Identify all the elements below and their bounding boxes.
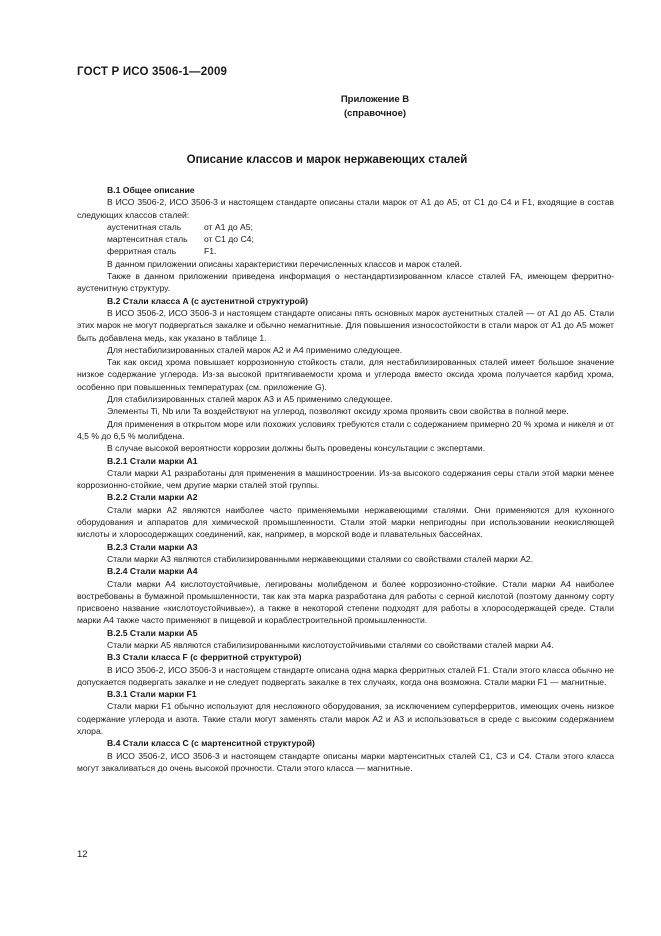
paragraph: Стали марки А4 кислотоустойчивые, легированы молибденом и более коррозионно-стойкие. Стали марки А4 наиболее востребованы в бумажной промышленности, так как эта марка разработана для работы с серной кислотой (поэтому данному сорту присвоено название «кислотоустойчивые»), а также в некоторой степени подходят для работы в хлоросодержащей среде. Стали марки А4 также часто применяют в пищевой и кораблестроительной промышленности. — [77, 578, 614, 626]
section-heading: В.2.5 Стали марки А5 — [107, 627, 198, 638]
paragraph: В ИСО 3506-2, ИСО 3506-3 и настоящем стандарте описаны стали марок от А1 до А5, от С1 до С4 и F1, входящие в состав следующих классов сталей: — [77, 197, 614, 220]
section-heading: В.2.1 Стали марки А1 — [107, 455, 198, 466]
steel-class-row — [77, 245, 614, 257]
paragraph: Для применения в открытом море или похожих условиях требуются стали с содержанием примерно 20 % хрома и никеля и от 4,5 % до 6,5 % молибдена. — [77, 418, 614, 441]
steel-grade-range: от А1 до А5; — [204, 221, 253, 232]
paragraph: Для нестабилизированных сталей марок А2 и А4 применимо следующее. — [107, 344, 403, 355]
paragraph: Для стабилизированных сталей марок А3 и А5 применимо следующее. — [107, 394, 393, 405]
annex-title: Описание классов и марок нержавеющих сталей — [186, 154, 468, 166]
paragraph: Стали марки А2 являются наиболее часто применяемыми нержавеющими сталями. Они применяются для кухонного оборудования и аппаратов для химической промышленности. Стали этой марки непригодны при использовании неокисляющей кислоты и хлоросодержащих соединений, как, например, в морской воде и плавательных бассейнах. — [77, 504, 614, 540]
steel-class-name: ферритная сталь — [107, 246, 177, 257]
steel-grade-range: от С1 до С4; — [204, 234, 254, 245]
paragraph: Также в данном приложении приведена информация о нестандартизированном классе сталей FA, имеющем ферритно-аустенитную структуру. — [77, 271, 614, 294]
section-heading: В.2.3 Стали марки А3 — [107, 541, 198, 552]
annex-body — [77, 184, 614, 774]
paragraph: В ИСО 3506-2, ИСО 3506-3 и настоящем стандарте описаны пять основных марок аустенитных сталей — от А1 до А5. Стали этих марок не могут подвергаться закалке и обычно немагнитные. Для повышения износостойкости в стали марок от А1 до А5 может быть добавлена медь, как указано в таблице 1. — [77, 307, 614, 343]
paragraph: В случае высокой вероятности коррозии должны быть проведены консультации с экспертами. — [107, 443, 486, 454]
paragraph: Стали марки F1 обычно используют для несложного оборудования, за исключением суперферритов, имеющих очень низкое содержание углерода и азота. Такие стали могут заменять стали марок А2 и А3 и использоваться в среде с высоким содержанием хлора. — [77, 701, 614, 737]
annex-type: (справочное) — [343, 108, 407, 119]
annex-heading — [230, 93, 520, 121]
paragraph: Стали марки А1 разработаны для применения в машиностроении. Из-за высокого содержания серы стали этой марки менее коррозионно-стойкие, чем другие марки сталей этой группы. — [77, 467, 614, 491]
annex-label: Приложение В — [340, 94, 410, 105]
paragraph: Стали марки А5 являются стабилизированными кислотоустойчивыми сталями со свойствами сталей марки А4. — [107, 639, 554, 650]
paragraph: Элементы Ti, Nb или Ta воздействуют на углерод, позволяют оксиду хрома проявить свои свойства в полной мере. — [107, 406, 569, 417]
steel-class-name: аустенитная сталь — [107, 221, 182, 232]
section-heading: В.4 Стали класса С (с мартенситной структурой) — [107, 738, 315, 749]
paragraph: В ИСО 3506-2, ИСО 3506-3 и настоящем стандарте описаны марки мартенситных сталей С1, С3 и С4. Стали этого класса могут закаливаться до очень высокой прочности. Стали этого класса — магнитные. — [77, 750, 614, 773]
paragraph: В ИСО 3506-2, ИСО 3506-3 и настоящем стандарте описана одна марка ферритных сталей F1. Стали этого класса обычно не допускается подвергать закалке и не следует подвергать закалке в тех случаях, когда она возможна. Стали марки F1 — магнитные. — [77, 664, 614, 687]
paragraph: Так как оксид хрома повышает коррозионную стойкость стали, для нестабилизированных сталей имеет большое значение низкое содержание углерода. Из-за высокой притягиваемости хрома и углерода вместо оксида хрома получается карбид хрома, особенно при повышенных температурах (см. приложение G). — [77, 357, 614, 392]
section-heading: В.3.1 Стали марки F1 — [107, 689, 197, 700]
page-number: 12 — [77, 849, 88, 860]
section-heading: В.3 Стали класса F (с ферритной структурой) — [107, 652, 302, 663]
paragraph: В данном приложении описаны характеристики перечисленных классов и марок сталей. — [107, 258, 462, 269]
steel-class-row — [77, 233, 614, 245]
steel-class-row — [77, 221, 614, 233]
steel-grade-range: F1. — [204, 246, 217, 257]
section-heading: В.1 Общее описание — [107, 185, 195, 195]
steel-class-name: мартенситная сталь — [107, 234, 188, 245]
section-heading: В.2.4 Стали марки А4 — [107, 566, 198, 577]
section-heading: В.2.2 Стали марки А2 — [107, 492, 198, 503]
section-heading: В.2 Стали класса А (с аустенитной структурой) — [107, 295, 309, 306]
standard-header: ГОСТ Р ИСО 3506-1—2009 — [77, 66, 228, 78]
paragraph: Стали марки А3 являются стабилизированными нержавеющими сталями со свойствами сталей марки А2. — [107, 553, 534, 564]
